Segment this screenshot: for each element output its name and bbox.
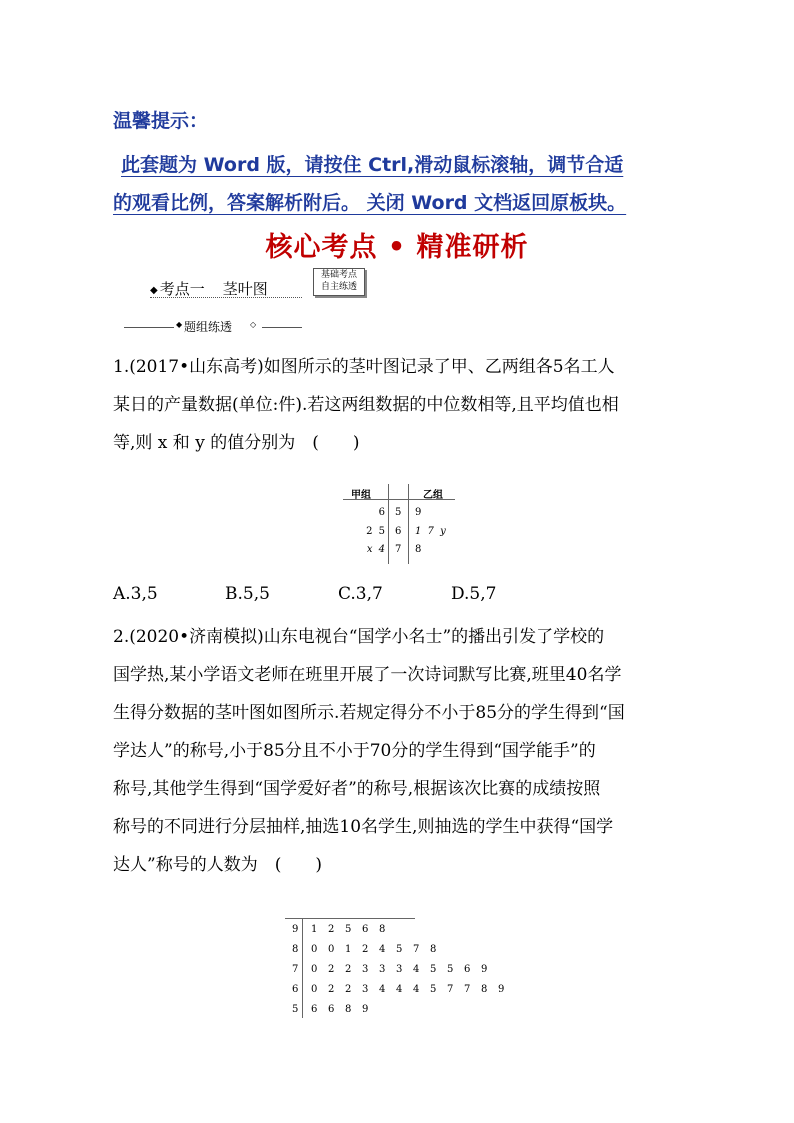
table2-stem: 5 bbox=[292, 1004, 299, 1015]
table2-stem: 6 bbox=[292, 984, 299, 995]
table2-leaf: 9 bbox=[362, 1004, 369, 1015]
q1-option-d: D.5,7 bbox=[451, 584, 497, 604]
q2-line-3: 生得分数据的茎叶图如图所示.若规定得分不小于85分的学生得到“国 bbox=[113, 703, 625, 723]
tip-line-2: 的观看比例，答案解析附后。 关闭 Word 文档返回原板块。 bbox=[113, 192, 627, 214]
kaodian-underline bbox=[150, 297, 302, 298]
table2-leaf: 2 bbox=[362, 944, 369, 955]
table2-leaf: 5 bbox=[396, 944, 403, 955]
q2-line-5: 称号,其他学生得到“国学爱好者”的称号,根据该次比赛的成绩按照 bbox=[113, 779, 601, 799]
diamond-outline-icon: ◇ bbox=[250, 320, 257, 329]
table2-leaf: 2 bbox=[345, 984, 352, 995]
table2-stem: 9 bbox=[292, 924, 299, 935]
table2-leaf: 5 bbox=[430, 964, 437, 975]
table1-row2-stem: 6 bbox=[395, 526, 402, 537]
tizu-divider-right bbox=[262, 327, 302, 328]
tip-line-1: 此套题为 Word 版，请按住 Ctrl,滑动鼠标滚轴，调节合适 bbox=[121, 154, 624, 176]
question-1 bbox=[113, 348, 693, 462]
table2-leaf: 1 bbox=[311, 924, 318, 935]
table2-leaf: 2 bbox=[345, 964, 352, 975]
table1-row1-left: 6 bbox=[378, 507, 385, 518]
table1-row3-right: 8 bbox=[415, 544, 422, 555]
table2-leaf: 2 bbox=[328, 924, 335, 935]
table1-row3-stem: 7 bbox=[395, 544, 402, 555]
table2-leaf: 9 bbox=[498, 984, 505, 995]
table1-row2-left: 2 5 bbox=[366, 526, 385, 537]
table2-leaf: 4 bbox=[413, 964, 420, 975]
section-title: 核心考点 • 精准研析 bbox=[265, 232, 529, 263]
question-2 bbox=[113, 618, 693, 884]
table2-leaf: 5 bbox=[345, 924, 352, 935]
table2-leaf: 6 bbox=[311, 1004, 318, 1015]
badge-line-1: 基础考点 bbox=[320, 270, 357, 280]
kaodian-label: 考点一 bbox=[159, 280, 205, 298]
table2-leaf: 8 bbox=[430, 944, 437, 955]
table2-leaf: 3 bbox=[362, 964, 369, 975]
q1-line-1: 1.(2017•山东高考)如图所示的茎叶图记录了甲、乙两组各5名工人 bbox=[113, 357, 615, 377]
table2-leaf: 4 bbox=[413, 984, 420, 995]
table1-header-rule bbox=[343, 499, 455, 500]
table2-leaf: 4 bbox=[379, 944, 386, 955]
tip-title: 温馨提示： bbox=[113, 110, 209, 132]
table2-leaf: 0 bbox=[328, 944, 335, 955]
table2-leaf: 8 bbox=[345, 1004, 352, 1015]
q2-line-4: 学达人”的称号,小于85分且不小于70分的学生得到“国学能手”的 bbox=[113, 741, 596, 761]
table2-leaf: 0 bbox=[311, 964, 318, 975]
table1-row1-stem: 5 bbox=[395, 507, 402, 518]
table1-divider-left bbox=[388, 484, 389, 564]
table2-top-rule bbox=[285, 918, 415, 919]
table1-divider-right bbox=[408, 484, 409, 564]
table2-leaf: 8 bbox=[481, 984, 488, 995]
table2-leaf: 8 bbox=[379, 924, 386, 935]
diamond-small-icon: ◆ bbox=[176, 320, 183, 329]
table2-leaf: 7 bbox=[447, 984, 454, 995]
tizu-divider-left bbox=[124, 327, 174, 328]
table2-leaf: 4 bbox=[379, 984, 386, 995]
table2-leaf: 7 bbox=[464, 984, 471, 995]
table2-leaf: 3 bbox=[396, 964, 403, 975]
table1-row2-right: 1 7 y bbox=[415, 526, 446, 537]
table2-leaf: 1 bbox=[345, 944, 352, 955]
tizu-label: 题组练透 bbox=[184, 320, 233, 334]
kaodian-badge bbox=[313, 268, 365, 296]
table1-row3-left: x 4 bbox=[366, 544, 385, 555]
table2-leaf: 2 bbox=[328, 964, 335, 975]
q2-line-1: 2.(2020•济南模拟)山东电视台“国学小名士”的播出引发了学校的 bbox=[113, 627, 605, 647]
diamond-bullet-icon: ◆ bbox=[150, 285, 158, 296]
table2-leaf: 7 bbox=[413, 944, 420, 955]
q1-option-c: C.3,7 bbox=[338, 584, 383, 604]
table2-leaf: 0 bbox=[311, 944, 318, 955]
q2-line-7: 达人”称号的人数为 ( ) bbox=[113, 855, 322, 875]
table2-leaf: 0 bbox=[311, 984, 318, 995]
table2-leaf: 3 bbox=[362, 984, 369, 995]
table2-leaf: 6 bbox=[362, 924, 369, 935]
table2-leaf: 5 bbox=[447, 964, 454, 975]
kaodian-name: 茎叶图 bbox=[222, 280, 268, 298]
stem-leaf-table-1 bbox=[343, 484, 455, 564]
table2-leaf: 2 bbox=[328, 984, 335, 995]
badge-line-2: 自主练透 bbox=[320, 282, 357, 292]
table1-right-header: 乙组 bbox=[423, 490, 443, 501]
q1-line-3: 等,则 x 和 y 的值分别为 ( ) bbox=[113, 433, 360, 453]
table2-leaf: 6 bbox=[464, 964, 471, 975]
table2-leaf: 3 bbox=[379, 964, 386, 975]
q2-line-6: 称号的不同进行分层抽样,抽选10名学生,则抽选的学生中获得“国学 bbox=[113, 817, 614, 837]
table2-divider bbox=[302, 918, 303, 1018]
q1-line-2: 某日的产量数据(单位:件).若这两组数据的中位数相等,且平均值也相 bbox=[113, 395, 619, 415]
table1-left-header: 甲组 bbox=[351, 490, 371, 501]
table2-leaf: 9 bbox=[481, 964, 488, 975]
kaodian-heading bbox=[150, 278, 268, 299]
q2-line-2: 国学热,某小学语文老师在班里开展了一次诗词默写比赛,班里40名学 bbox=[113, 665, 622, 685]
stem-leaf-table-2 bbox=[285, 918, 515, 1023]
table2-leaf: 6 bbox=[328, 1004, 335, 1015]
table2-stem: 7 bbox=[292, 964, 299, 975]
table2-leaf: 4 bbox=[396, 984, 403, 995]
table2-stem: 8 bbox=[292, 944, 299, 955]
table2-leaf: 5 bbox=[430, 984, 437, 995]
q1-option-a: A.3,5 bbox=[113, 584, 158, 604]
table1-row1-right: 9 bbox=[415, 507, 422, 518]
q1-option-b: B.5,5 bbox=[225, 584, 270, 604]
